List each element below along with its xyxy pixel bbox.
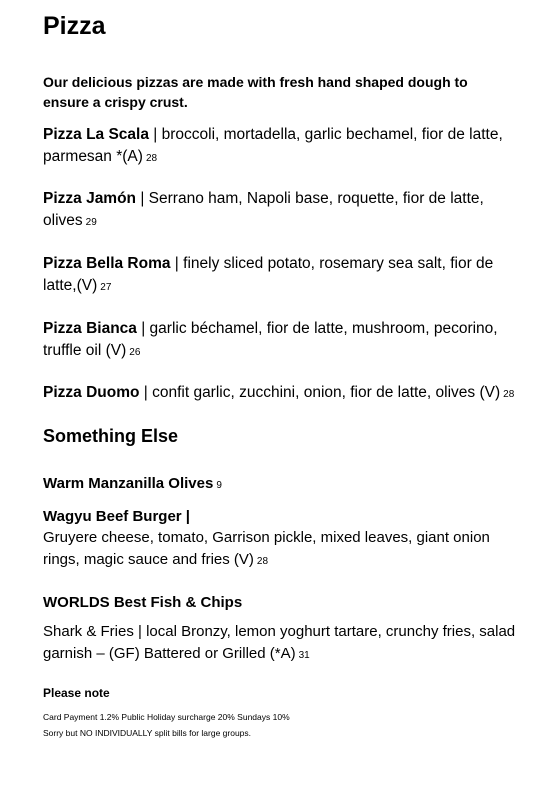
fish-title: WORLDS Best Fish & Chips xyxy=(43,594,243,611)
item-name: Pizza Bella Roma xyxy=(43,255,171,272)
item-price: 29 xyxy=(85,217,97,228)
page-title: Pizza xyxy=(43,12,106,40)
item-description: Shark & Fries | local Bronzy, lemon yoghurt tartare, crunchy fries, salad garnish – (GF) Battered or Grilled (*A) xyxy=(43,623,516,662)
menu-item-la-scala xyxy=(43,124,518,170)
item-name: Pizza Bianca xyxy=(43,320,137,337)
item-price: 28 xyxy=(503,389,515,400)
menu-item-bella-roma xyxy=(43,253,518,299)
item-price: 28 xyxy=(145,153,158,164)
item-description: | confit garlic, zucchini, onion, fior de latte, olives (V) xyxy=(139,384,501,401)
intro-text: Our delicious pizzas are made with fresh hand shaped dough to ensure a crispy crust. xyxy=(43,74,468,110)
item-name: Pizza La Scala xyxy=(43,126,149,143)
note-line-split-bills: Sorry but NO INDIVIDUALLY split bills for large groups. xyxy=(43,728,252,738)
burger-description xyxy=(43,527,518,572)
item-price: 28 xyxy=(256,555,269,567)
item-description: | broccoli, mortadella, garlic bechamel, fior de latte, parmesan *(A) xyxy=(43,126,503,165)
item-price: 27 xyxy=(100,282,112,293)
note-title: Please note xyxy=(43,686,110,700)
item-name: Warm Manzanilla Olives xyxy=(43,475,214,492)
item-description: Gruyere cheese, tomato, Garrison pickle, mixed leaves, giant onion rings, magic sauce and fries (V) xyxy=(43,529,490,568)
item-description: | finely sliced potato, rosemary sea salt, fior de latte,(V) xyxy=(43,255,494,294)
burger-title: Wagyu Beef Burger | xyxy=(43,508,190,525)
note-line-surcharge: Card Payment 1.2% Public Holiday surcharge 20% Sundays 10% xyxy=(43,712,290,722)
item-name: Pizza Jamón xyxy=(43,190,137,207)
menu-item-jamon xyxy=(43,188,518,234)
item-description: | Serrano ham, Napoli base, roquette, fior de latte, olives xyxy=(43,190,484,229)
item-price: 31 xyxy=(298,649,310,661)
item-name: Pizza Duomo xyxy=(43,384,140,401)
item-price: 26 xyxy=(129,347,141,358)
menu-item-duomo xyxy=(43,382,518,406)
menu-item-bianca xyxy=(43,318,518,364)
fish-description xyxy=(43,621,518,666)
item-description: | garlic béchamel, fior de latte, mushroom, pecorino, truffle oil (V) xyxy=(43,320,498,359)
menu-item-olives xyxy=(43,474,222,496)
item-price: 9 xyxy=(216,480,222,491)
section-heading: Something Else xyxy=(43,426,179,446)
